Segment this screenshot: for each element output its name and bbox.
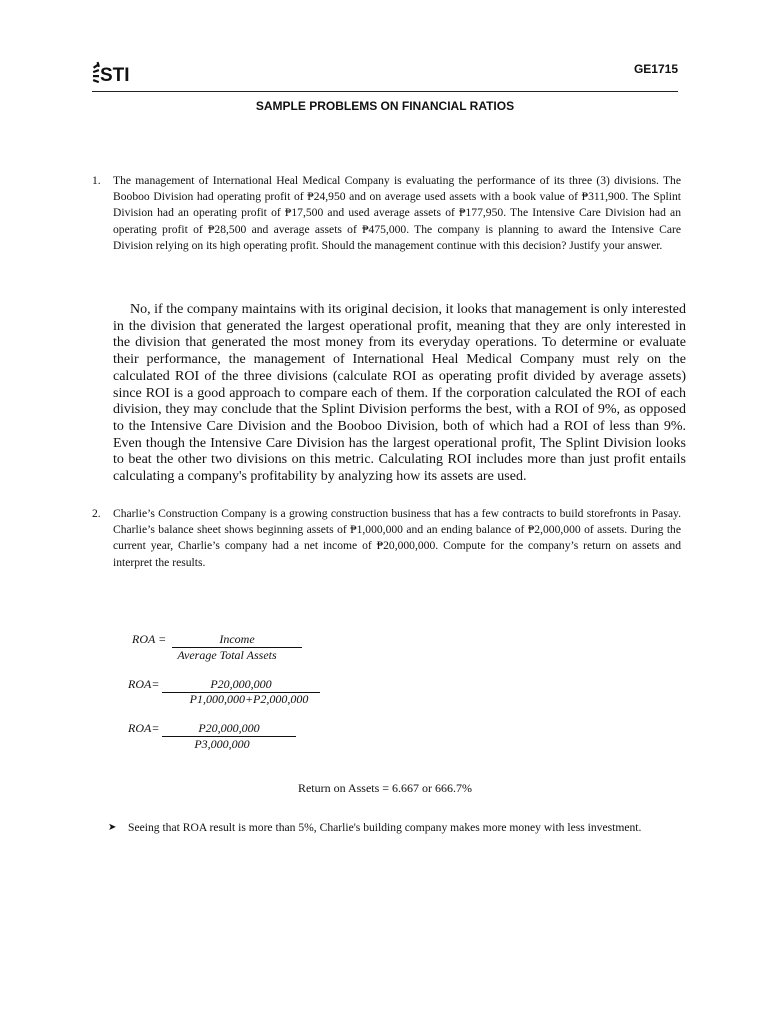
- problem-2-text: Charlie’s Construction Company is a growing construction business that has a few contracts to build storefronts in Pasay. Charlie’s balance sheet shows beginning assets of ₱1,000,000 and an ending balance of ₱2,000,000 of assets. During the current year, Charlie’s company had a net income of ₱20,000,000. Compute for the company’s return on assets and interpret the results.: [113, 507, 681, 569]
- roa-simplified-lhs: ROA=: [128, 721, 160, 735]
- roa-formula-numerator: Income: [172, 632, 302, 648]
- problem-2: [92, 506, 681, 571]
- problem-1-answer: No, if the company maintains with its original decision, it looks that management is only interested in the division that generated the largest operational profit, meaning that they are only interested in the division that generated the most money from its everyday operations. To determine or evaluate their performance, the management of International Heal Medical Company must rely on the calculated ROI of the three divisions (calculate ROI as operating profit divided by average assets) since ROI is a good approach to compare each of them. If the corporation calculated the ROI of each division, they may conclude that the Splint Division performs the best, with a ROI of 9%, as opposed to the Intensive Care Division and the Booboo Division, both of which had a ROI of less than 9%. Even though the Intensive Care Division has the largest operational profit, The Splint Division looks to beat the other two divisions on this metric. Calculating ROI includes more than just profit entails calculating a company's profitability by analyzing how its assets are used.: [113, 302, 686, 485]
- roa-formula-denominator: Average Total Assets: [177, 648, 277, 662]
- problem-1-number: 1.: [92, 174, 101, 187]
- roa-simplified: [128, 721, 328, 753]
- interpretation-bullet: [108, 820, 648, 835]
- problem-2-number: 2.: [92, 507, 101, 520]
- roa-simplified-numerator: P20,000,000: [162, 721, 296, 737]
- roa-substitution: [128, 677, 328, 709]
- header-rule: [92, 91, 678, 92]
- roa-simplified-denominator: P3,000,000: [194, 737, 250, 751]
- problem-1-text: The management of International Heal Medical Company is evaluating the performance of its three (3) divisions. The Booboo Division had operating profit of ₱24,950 and on average used assets with a book value of ₱311,900. The Splint Division had an operating profit of ₱17,500 and used average assets of ₱177,950. The Intensive Care Division had an operating profit of ₱28,500 and average assets of ₱475,000. The company is planning to award the Intensive Care Division relying on its high operating profit. Should the management continue with this decision? Justify your answer.: [113, 174, 681, 252]
- sti-logo: [92, 60, 140, 86]
- problem-1: [92, 173, 681, 254]
- page-title: SAMPLE PROBLEMS ON FINANCIAL RATIOS: [255, 99, 515, 113]
- arrow-bullet-icon: ➤: [108, 822, 117, 833]
- roa-substitution-denominator: P1,000,000+P2,000,000: [189, 692, 309, 706]
- roa-formula-lhs: ROA =: [132, 632, 167, 646]
- page-header: [92, 58, 678, 92]
- roa-result: Return on Assets = 6.667 or 666.7%: [297, 781, 473, 795]
- interpretation-text: Seeing that ROA result is more than 5%, Charlie's building company makes more money with less investment.: [128, 821, 642, 834]
- roa-substitution-lhs: ROA=: [128, 677, 160, 691]
- svg-text:STI: STI: [100, 65, 130, 86]
- document-code: GE1715: [633, 62, 678, 76]
- roa-formula: [132, 632, 332, 664]
- roa-substitution-numerator: P20,000,000: [162, 677, 320, 693]
